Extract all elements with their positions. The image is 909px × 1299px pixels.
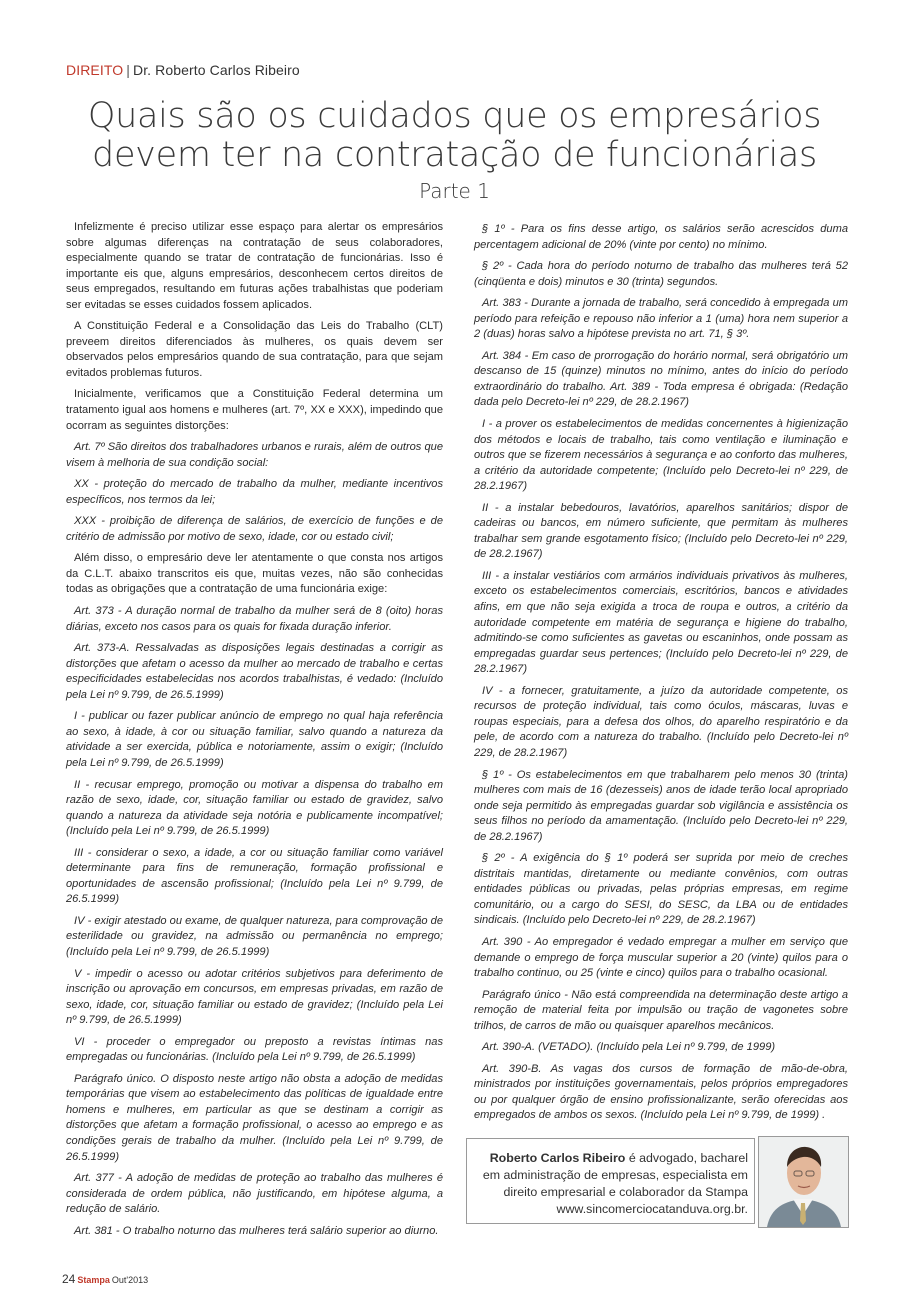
paragraph: Parágrafo único - Não está compreendida na determinação deste artigo a remoção de material feita por impulsão ou tração de vagonetes sobre trilhos, de carros de mão ou quaisquer aparelhos mecânicos. (474, 988, 848, 1032)
paragraph: III - considerar o sexo, a idade, a cor ou situação familiar como variável determinante para fins de remuneração, formação profissional e oportunidades de ascensão profissional; (Incluído pela Lei nº 9.799, de 26.5.1999) (66, 846, 443, 906)
paragraph: XX - proteção do mercado de trabalho da mulher, mediante incentivos específicos, nos termos da lei; (66, 478, 443, 506)
paragraph: Art. 384 - Em caso de prorrogação do horário normal, será obrigatório um descanso de 15 (quinze) minutos no mínimo, antes do início do período extraordinário do trabalho. Art. 389 - Toda empresa é obrigada: (Redação dada pelo Decreto-lei nº 229, de 28.2.1967) (474, 349, 848, 409)
magazine-name: Stampa (77, 1275, 110, 1285)
paragraph: IV - a fornecer, gratuitamente, a juízo da autoridade competente, os recursos de proteção individual, tais como óculos, máscaras, luvas e roupas especiais, para a defesa dos olhos, do aparelho respiratório e da pele, de acordo com a natureza do trabalho. (Incluído pelo Decreto-lei nº 229, de 28.2.1967) (474, 684, 848, 759)
paragraph: § 2º - Cada hora do período noturno de trabalho das mulheres terá 52 (cinqüenta e dois) minutos e 30 (trinta) segundos. (474, 260, 848, 288)
paragraph: I - a prover os estabelecimentos de medidas concernentes à higienização dos métodos e locais de trabalho, tais como ventilação e iluminação e outros que se fizerem necessários à segurança e ao conforto das mulheres, a critério da autoridade competente; (Incluído pelo Decreto-lei nº 229, de 28.2.1967) (474, 418, 848, 493)
author-portrait-image (759, 1137, 848, 1227)
paragraph: Parágrafo único. O disposto neste artigo não obsta a adoção de medidas temporárias que visem ao estabelecimento das políticas de igualdade entre homens e mulheres, em particular as que se destinam a corrigir as distorções que afetam a formação profissional, o acesso ao emprego e as condições gerais de trabalho da mulher. (Incluído pela Lei nº 9.799, de 26.5.1999) (66, 1072, 443, 1163)
page-footer (62, 1272, 148, 1286)
bio-text: é advogado, bacharel em administração de empresas, especialista em direito empresarial e colaborador da Stampa (482, 1151, 748, 1199)
paragraph: II - recusar emprego, promoção ou motivar a dispensa do trabalho em razão de sexo, idade, cor, situação familiar ou estado de gravidez, salvo quando a natureza da atividade seja notória e publicamente incompatível; (Incluído pela Lei nº 9.799, de 26.5.1999) (66, 778, 443, 838)
page-number: 24 (62, 1272, 76, 1286)
title-line-1: Quais são os cuidados que os empresários (87, 96, 822, 136)
paragraph: § 1º - Os estabelecimentos em que trabalharem pelo menos 30 (trinta) mulheres com mais de 16 (dezesseis) anos de idade terão local apropriado onde seja permitido às empregadas guardar sob vigilância e assistência os seus filhos no período da amamentação. (Incluído pelo Decreto-lei nº 229, de 28.2.1967) (474, 768, 848, 843)
paragraph: Art. 381 - O trabalho noturno das mulheres terá salário superior ao diurno. (74, 1224, 439, 1237)
right-column (474, 222, 848, 1130)
paragraph: II - a instalar bebedouros, lavatórios, aparelhos sanitários; dispor de cadeiras ou bancos, em número suficiente, que permitam às mulheres trabalhar sem grande esgotamento físico; (Incluído pelo Decreto-lei nº 229, de 28.2.1967) (474, 501, 848, 561)
paragraph: § 2º - A exigência do § 1º poderá ser suprida por meio de creches distritais mantidas, diretamente ou mediante convênios, com outras entidades públicas ou privadas, pelas próprias empresas, em regime comunitário, ou a cargo do SESI, do SESC, da LBA ou de entidades sindicais. (Incluído pelo Decreto-lei nº 229, de 28.2.1967) (474, 852, 848, 927)
paragraph: Art. 373-A. Ressalvadas as disposições legais destinadas a corrigir as distorções que afetam o acesso da mulher ao mercado de trabalho e certas especificidades estabelecidas nos acordos trabalhistas, é vedado: (Incluído pela Lei nº 9.799, de 26.5.1999) (66, 642, 443, 701)
paragraph: Art. 7º São direitos dos trabalhadores urbanos e rurais, além de outros que visem à melhoria de sua condição social: (66, 441, 443, 469)
title-part: Parte 1 (419, 179, 490, 203)
author-name: Dr. Roberto Carlos Ribeiro (132, 62, 300, 78)
issue-date: Out'2013 (111, 1275, 149, 1285)
paragraph: § 1º - Para os fins desse artigo, os salários serão acrescidos duma percentagem adicional de 20% (vinte por cento) no mínimo. (474, 223, 848, 251)
paragraph: V - impedir o acesso ou adotar critérios subjetivos para deferimento de inscrição ou aprovação em concursos, em empresas privadas, em razão de sexo, idade, cor, situação familiar ou estado de gravidez; (Incluído pela Lei nº 9.799, de 26.5.1999) (66, 967, 443, 1027)
section-header (66, 62, 300, 78)
header-separator: | (126, 62, 130, 78)
paragraph: Inicialmente, verificamos que a Constituição Federal determina um tratamento igual aos homens e mulheres (art. 7º, XX e XXX), impedindo que ocorram as seguintes distorções: (66, 388, 443, 432)
bio-url: www.sincomerciocatanduva.org.br. (556, 1202, 748, 1216)
paragraph: XXX - proibição de diferença de salários, de exercício de funções e de critério de admissão por motivo de sexo, idade, cor ou estado civil; (66, 515, 443, 543)
paragraph: Infelizmente é preciso utilizar esse espaço para alertar os empresários sobre algumas diferenças na contratação de seus colaboradores, especialmente quando se tratar de contratação de funcionárias. Isso é importante eis que, alguns empresários, desconhecem certos direitos de seus empregados, resultando em futuras ações trabalhistas que poderiam ser evitadas se esses cuidados fossem aplicados. (66, 221, 443, 311)
article-title (0, 96, 909, 204)
paragraph: Além disso, o empresário deve ler atentamente o que consta nos artigos da C.L.T. abaixo transcritos eis que, muitas vezes, não são conhecidas todas as obrigações que a contratação de uma funcionária exige: (66, 552, 443, 596)
left-column (66, 220, 443, 1245)
paragraph: Art. 390 - Ao empregador é vedado empregar a mulher em serviço que demande o emprego de força muscular superior a 20 (vinte) quilos para o trabalho continuo, ou 25 (vinte e cinco) quilos para o trabalho ocasional. (474, 935, 848, 980)
paragraph: Art. 390-B. As vagas dos cursos de formação de mão-de-obra, ministrados por instituições governamentais, pelos próprios empregadores ou por qualquer órgão de ensino profissionalizante, serão oferecidas aos empregados de ambos os sexos. (Incluído pela Lei nº 9.799, de 1999) . (474, 1062, 848, 1122)
paragraph: Art. 383 - Durante a jornada de trabalho, será concedido à empregada um período para refeição e repouso não inferior a 1 (uma) hora nem superior a 2 (duas) horas salvo a hipótese prevista no art. 71, § 3º. (474, 297, 848, 341)
title-line-2: devem ter na contratação de funcionárias (92, 135, 817, 175)
paragraph: Art. 377 - A adoção de medidas de proteção ao trabalho das mulheres é considerada de ordem pública, não justificando, em hipótese alguma, a redução de salário. (66, 1172, 443, 1216)
paragraph: Art. 373 - A duração normal de trabalho da mulher será de 8 (oito) horas diárias, exceto nos casos para os quais for fixada duração inferior. (66, 605, 443, 633)
paragraph: Art. 390-A. (VETADO). (Incluído pela Lei nº 9.799, de 1999) (482, 1041, 776, 1054)
paragraph: A Constituição Federal e a Consolidação das Leis do Trabalho (CLT) preveem direitos diferenciados às mulheres, os quais devem ser observados pelos empresários quando de sua contratação, para que sejam evitados problemas futuros. (66, 320, 443, 379)
paragraph: I - publicar ou fazer publicar anúncio de emprego no qual haja referência ao sexo, à idade, à cor ou situação familiar, salvo quando a natureza da atividade a ser exercida, pública e notoriamente, assim o exigir; (Incluído pela Lei nº 9.799, de 26.5.1999) (66, 710, 443, 769)
author-bio-box (466, 1138, 755, 1224)
section-label: DIREITO (66, 62, 124, 78)
paragraph: III - a instalar vestiários com armários individuais privativos às mulheres, exceto os estabelecimentos comerciais, escritórios, bancos e atividades afins, em que não seja exigida a troca de roupa e outros, a critério da autoridade competente em matéria de segurança e higiene do trabalho, admitindo-se como suficientes as gavetas ou escaninhos, onde possam as empregadas guardar seus pertences; (Incluído pelo Decreto-lei nº 229, de 28.2.1967) (474, 569, 848, 676)
paragraph: VI - proceder o empregador ou preposto a revistas íntimas nas empregadas ou funcionárias. (Incluído pela Lei nº 9.799, de 26.5.1999) (66, 1035, 443, 1064)
author-photo (758, 1136, 849, 1228)
bio-name: Roberto Carlos Ribeiro (489, 1151, 626, 1165)
paragraph: IV - exigir atestado ou exame, de qualquer natureza, para comprovação de esterilidade ou gravidez, na admissão ou permanência no emprego; (Incluído pela Lei nº 9.799, de 26.5.1999) (66, 914, 443, 958)
